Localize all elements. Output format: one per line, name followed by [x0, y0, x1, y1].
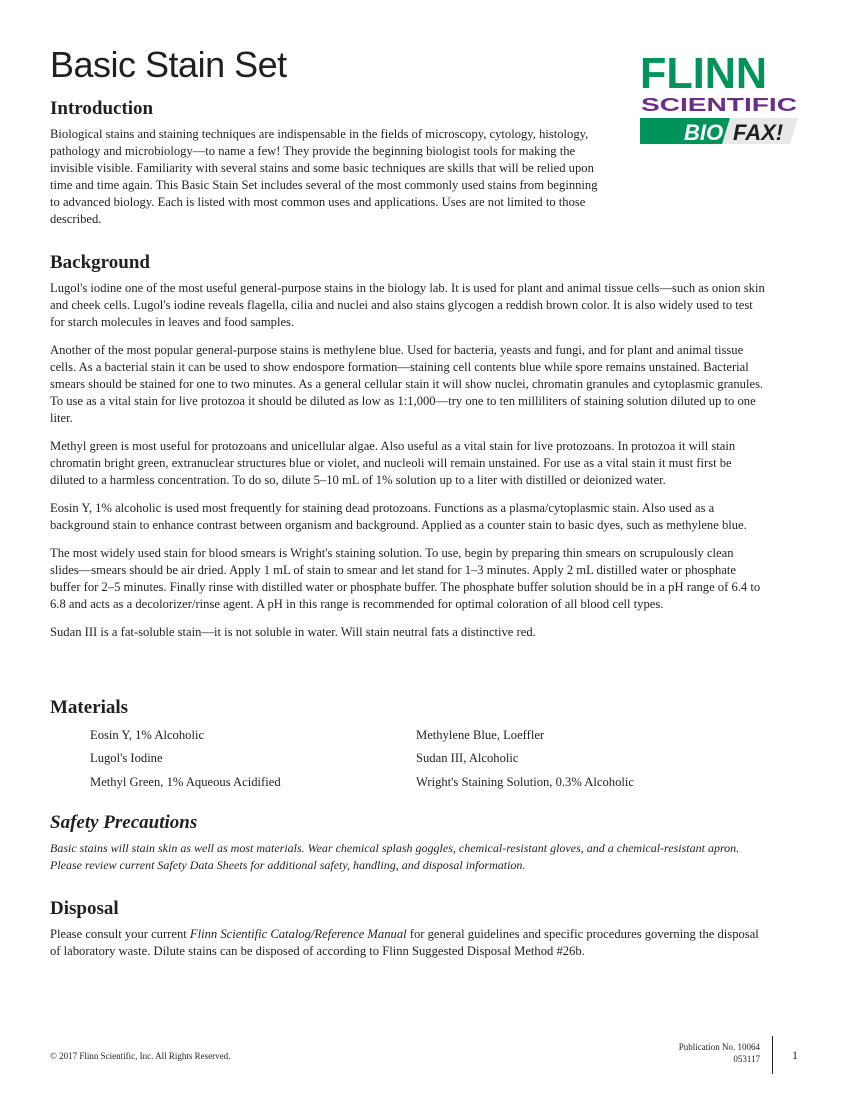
disposal-text	[50, 926, 765, 960]
background-heading: Background	[50, 252, 150, 273]
disposal-text-end: for general guidelines and specific procedures governing the disposal of laboratory waste. Dilute stains can be disposed of according to Flinn Suggested Disposal Method #26b.	[50, 927, 759, 958]
background-paragraph: Sudan III is a fat-soluble stain—it is not soluble in water. Will stain neutral fats a distinctive red.	[50, 625, 536, 639]
background-paragraph: The most widely used stain for blood smears is Wright's staining solution. To use, begin by preparing thin smears on scrupulously clean slides—smears should be air dried. Apply 1 mL of stain to smear and let stand for 1–3 minutes. Apply 2 mL distilled water or phosphate buffer for 2–5 minutes. Finally rinse with distilled water or phosphate buffer. The phosphate buffer solution should be in a pH range of 6.4 to 6.8 and acts as a decolorizer/rinse agent. A pH in this range is recommended for optimal coloration of all blood cell types.	[50, 546, 761, 611]
material-item: Wright's Staining Solution, 0.3% Alcoholic	[416, 775, 634, 789]
material-item: Methyl Green, 1% Aqueous Acidified	[90, 775, 281, 789]
publication-code: 053117	[733, 1054, 760, 1064]
material-item: Lugol's Iodine	[90, 751, 163, 765]
background-paragraph: Eosin Y, 1% alcoholic is used most frequently for staining dead protozoans. Functions as a plasma/cytoplasmic stain. Also used as a background stain to enhance contrast between organism and background. Applied as a counter stain to basic dyes, such as methylene blue.	[50, 501, 747, 532]
copyright-notice: © 2017 Flinn Scientific, Inc. All Rights Reserved.	[50, 1051, 231, 1061]
catalog-reference-title: Flinn Scientific Catalog/Reference Manual	[189, 927, 407, 941]
safety-text: Basic stains will stain skin as well as most materials. Wear chemical splash goggles, chemical-resistant gloves, and a chemical-resistant apron. Please review current Safety Data Sheets for additional safety, handling, and disposal information.	[50, 841, 740, 872]
page-number: 1	[792, 1048, 798, 1062]
disposal-text-start: Please consult your current	[50, 927, 190, 941]
publication-info	[679, 1041, 760, 1065]
introduction-heading: Introduction	[50, 98, 154, 119]
material-item: Sudan III, Alcoholic	[416, 751, 519, 765]
logo-bio-text: BIO	[684, 120, 724, 145]
disposal-section	[50, 898, 765, 971]
safety-section	[50, 812, 765, 885]
materials-section	[50, 697, 765, 795]
safety-heading: Safety Precautions	[50, 812, 198, 833]
background-section	[50, 252, 765, 652]
introduction-section	[50, 98, 765, 239]
logo-scientific-text: SCIENTIFIC	[641, 95, 797, 115]
background-paragraph: Lugol's iodine one of the most useful general-purpose stains in the biology lab. It is used for plant and animal tissue cells—such as onion skin and cheek cells. Lugol's iodine reveals flagella, cilia and nuclei and also stains glycogen a reddish brown color. It is also widely used to test for starch molecules in leaves and food samples.	[50, 281, 765, 329]
materials-heading: Materials	[50, 697, 129, 718]
introduction-text: Biological stains and staining techniques are indispensable in the fields of microscopy, cytology, histology, pathology and microbiology—to name a few! They provide the beginning biologist tools for making the invisible visible. Familiarity with several stains and some basic techniques are skills that will be relied upon time and time again. This Basic Stain Set includes several of the most commonly used stains from beginning to advanced biology. Each is listed with most common uses and applications. Uses are not limited to those described.	[50, 127, 598, 226]
footer-divider	[772, 1036, 773, 1074]
background-paragraph: Methyl green is most useful for protozoans and unicellular algae. Also useful as a vital stain for live protozoans. In protozoa it will stain chromatin bright green, extranuclear structures blue or violet, and nucleoli will remain unstained. For use as a vital stain it must first be diluted to a harmless concentration. To do so, dilute 5–10 mL of 1% solution up to a liter with distilled or deionized water.	[50, 439, 736, 487]
background-paragraph: Another of the most popular general-purpose stains is methylene blue. Used for bacteria, yeasts and fungi, and for plant and animal tissue cells. As a bacterial stain it can be used to show endospore formation—staining cell contents blue while spore remains unstained. Bacterial smears should be stained for one to two minutes. As a general cellular stain it will show nuclei, chromatin granules and cytoplasmic granules. To use as a vital stain for live protozoa it should be diluted as low as 1:1,000—try one to ten milliliters of staining solution diluted up to one liter.	[50, 343, 764, 425]
logo-flinn-text: FLINN	[640, 49, 767, 98]
document-title: Basic Stain Set	[50, 44, 287, 85]
material-item: Eosin Y, 1% Alcoholic	[90, 728, 205, 742]
material-item: Methylene Blue, Loeffler	[416, 728, 545, 742]
publication-number: Publication No. 10064	[678, 1042, 760, 1052]
logo-fax-text: FAX!	[733, 120, 784, 145]
disposal-heading: Disposal	[50, 898, 119, 919]
materials-list	[50, 725, 765, 795]
